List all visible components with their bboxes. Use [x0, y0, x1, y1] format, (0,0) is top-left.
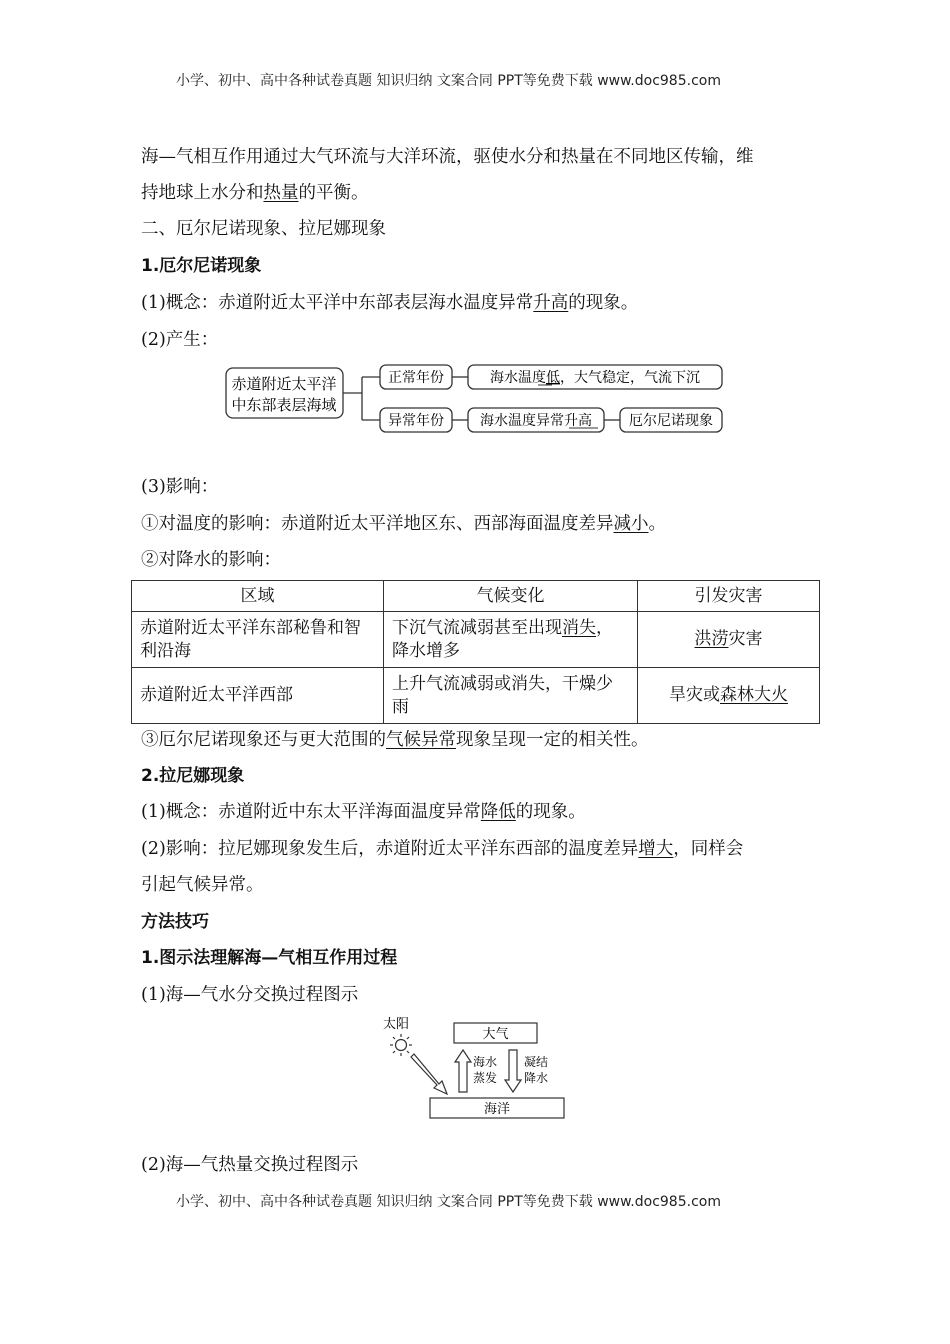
table-cell-region: 赤道附近太平洋西部	[132, 668, 384, 724]
lanina-concept: (1)概念：赤道附近中东太平洋海面温度异常降低的现象。	[141, 802, 586, 822]
table-cell-region: 赤道附近太平洋东部秘鲁和智利沿海	[132, 612, 384, 668]
table-cell-change: 上升气流减弱或消失，干燥少雨	[384, 668, 638, 724]
ocean-label: 海洋	[483, 1102, 511, 1117]
table-header: 引发灾害	[638, 581, 820, 612]
elnino-concept: (1)概念：赤道附近太平洋中东部表层海水温度异常升高的现象。	[141, 293, 639, 313]
sun-label: 太阳	[383, 1017, 410, 1032]
diagram-abnormal-year: 异常年份	[388, 413, 444, 429]
precipitation-arrow-icon	[505, 1050, 521, 1092]
diagram-source-line-2: 中东部表层海域	[231, 396, 337, 414]
evaporation-label-1: 海水	[473, 1055, 498, 1069]
impact-precipitation: ②对降水的影响：	[141, 550, 281, 570]
diagram-source-line-1: 赤道附近太平洋	[231, 375, 337, 393]
table-cell-change: 下沉气流减弱甚至出现消失，降水增多	[384, 612, 638, 668]
precipitation-impact-table	[131, 580, 820, 724]
evaporation-arrow-icon	[455, 1050, 471, 1092]
intro-line-1: 海—气相互作用通过大气环流与大洋环流，驱使水分和热量在不同地区传输，维	[141, 147, 754, 167]
impact-climate-anomaly: ③厄尔尼诺现象还与更大范围的气候异常现象呈现一定的相关性。	[141, 730, 649, 750]
methods-title: 方法技巧	[141, 912, 209, 932]
lanina-impact: (2)影响：拉尼娜现象发生后，赤道附近太平洋东西部的温度差异增大，同样会	[141, 839, 744, 859]
table-cell-disaster: 旱灾或森林大火	[638, 668, 820, 724]
diagram-result: 厄尔尼诺现象	[629, 413, 713, 429]
methods-subtitle: 1.图示法理解海—气相互作用过程	[141, 948, 398, 968]
section-2-title: 二、厄尔尼诺现象、拉尼娜现象	[141, 219, 386, 239]
diagram-normal-desc: 海水温度低，大气稳定，气流下沉	[490, 370, 700, 386]
answer-blank: 减小	[613, 514, 649, 534]
elnino-origin-label: (2)产生：	[141, 330, 219, 350]
answer-blank: 气候异常	[386, 730, 456, 750]
page-footer: 小学、初中、高中各种试卷真题 知识归纳 文案合同 PPT等免费下载 www.doc985.com	[176, 1194, 721, 1210]
sun-icon	[390, 1034, 412, 1056]
answer-blank: 热量	[263, 183, 299, 203]
intro-line-2: 持地球上水分和热量的平衡。	[141, 183, 369, 203]
diagram-normal-year: 正常年份	[388, 370, 444, 386]
table-header: 区域	[132, 581, 384, 612]
condensation-label-1: 凝结	[524, 1055, 549, 1069]
water-exchange-label: (1)海—气水分交换过程图示	[141, 985, 359, 1005]
page-header: 小学、初中、高中各种试卷真题 知识归纳 文案合同 PPT等免费下载 www.doc985.com	[176, 73, 721, 89]
lanina-impact-line-2: 引起气候异常。	[141, 875, 264, 895]
answer-blank: 增大	[638, 839, 674, 859]
table-row	[132, 668, 820, 724]
elnino-title: 1.厄尔尼诺现象	[141, 256, 262, 276]
elnino-impact-label: (3)影响：	[141, 477, 219, 497]
condensation-label-2: 降水	[524, 1071, 549, 1085]
evaporation-label-2: 蒸发	[473, 1071, 498, 1085]
atmosphere-label: 大气	[482, 1027, 509, 1042]
table-header-row	[132, 581, 820, 612]
answer-blank: 升高	[533, 293, 569, 313]
table-row	[132, 612, 820, 668]
lanina-title: 2.拉尼娜现象	[141, 766, 245, 786]
elnino-flow-diagram	[220, 360, 730, 440]
water-exchange-diagram	[375, 1012, 575, 1124]
heat-exchange-label: (2)海—气热量交换过程图示	[141, 1155, 359, 1175]
table-cell-disaster: 洪涝灾害	[638, 612, 820, 668]
table-header: 气候变化	[384, 581, 638, 612]
answer-blank: 降低	[480, 802, 516, 822]
sunlight-arrow-icon	[411, 1054, 447, 1094]
diagram-abnormal-desc: 海水温度异常升高	[480, 413, 592, 429]
impact-temperature: ①对温度的影响：赤道附近太平洋地区东、西部海面温度差异减小。	[141, 514, 666, 534]
